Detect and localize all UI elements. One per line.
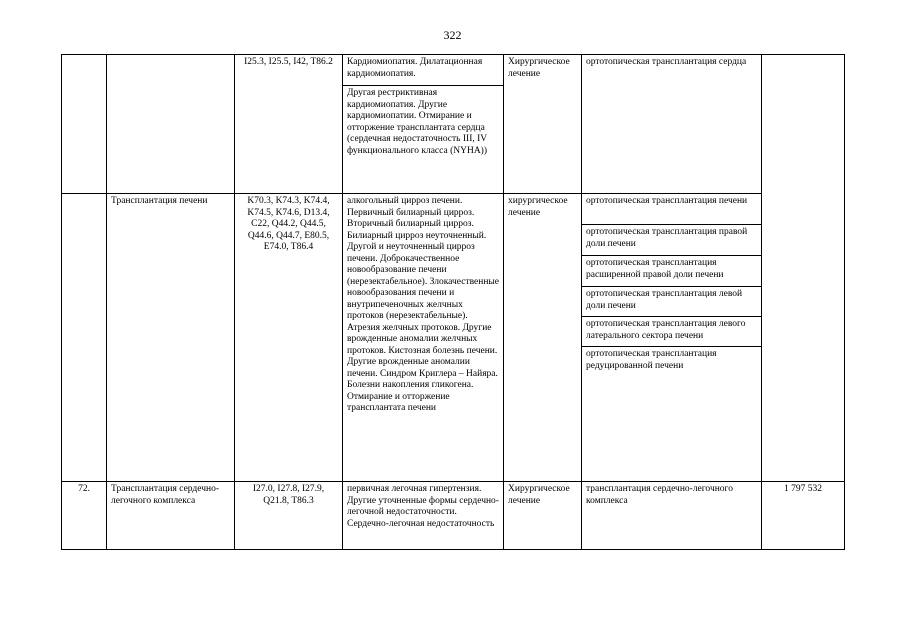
cell-name-empty: [107, 55, 235, 194]
cell-codes-heart: I25.3, I25.5, I42, T86.2: [235, 55, 343, 194]
cell-diagnosis-heart-1: Кардиомиопатия. Дилатационная кардиомиопатия.: [343, 55, 504, 86]
cell-cost-heart-lung: 1 797 532: [762, 482, 845, 550]
cell-number-empty: [62, 194, 107, 482]
cell-method-heart-lung: трансплантация сердечно-легочного комплекса: [582, 482, 762, 550]
cell-number-72: 72.: [62, 482, 107, 550]
table-row-heart-1: [62, 55, 845, 86]
cell-diagnosis-heart-lung: первичная легочная гипертензия. Другие уточненные формы сердечно- легочной недостаточности. Сердечно-легочная недостаточность: [343, 482, 504, 550]
cell-method-liver-1: ортотопическая трансплантация печени: [582, 194, 762, 225]
cell-treatment-heart-lung: Хирургическое лечение: [504, 482, 582, 550]
cell-codes-heart-lung: I27.0, I27.8, I27.9, Q21.8, T86.3: [235, 482, 343, 550]
page-number: 322: [443, 28, 462, 42]
cell-method-liver-2: ортотопическая трансплантация правой доли печени: [582, 225, 762, 256]
cell-method-liver-5: ортотопическая трансплантация левого латерального сектора печени: [582, 317, 762, 347]
table-row-heart-lung: [62, 482, 845, 550]
cell-name-heart-lung: Трансплантация сердечно-легочного комплекса: [107, 482, 235, 550]
procedures-table: [61, 54, 845, 550]
cell-diagnosis-liver: алкогольный цирроз печени. Первичный билиарный цирроз. Вторичный билиарный цирроз. Билиарный цирроз неуточненный. Другой и неуточненный цирроз печени. Доброкачественное новообразование печени (нерезектабельное). Злокачественные новообразования печени и внутрипеченочных желчных протоков (нерезектабельные). Атрезия желчных протоков. Другие врожденные аномалии желчных протоков. Кистозная болезнь печени. Другие врожденные аномалии печени. Синдром Криглера – Найяра. Болезни накопления гликогена. Отмирание и отторжение трансплантата печени: [343, 194, 504, 482]
cell-treatment-liver: хирургическое лечение: [504, 194, 582, 482]
cell-cost-empty: [762, 55, 845, 194]
cell-number-empty: [62, 55, 107, 194]
cell-name-liver: Трансплантация печени: [107, 194, 235, 482]
cell-treatment-heart: Хирургическое лечение: [504, 55, 582, 194]
cell-codes-liver: K70.3, K74.3, K74.4, K74.5, K74.6, D13.4, C22, Q44.2, Q44.5, Q44.6, Q44.7, E80.5, E74.0, T86.4: [235, 194, 343, 482]
table-row-liver-1: [62, 194, 845, 225]
cell-method-liver-3: ортотопическая трансплантация расширенной правой доли печени: [582, 256, 762, 287]
cell-method-liver-6: ортотопическая трансплантация редуцированной печени: [582, 347, 762, 482]
cell-method-heart: ортотопическая трансплантация сердца: [582, 55, 762, 194]
cell-cost-empty: [762, 194, 845, 482]
cell-method-liver-4: ортотопическая трансплантация левой доли печени: [582, 287, 762, 317]
cell-diagnosis-heart-2: Другая рестриктивная кардиомиопатия. Другие кардиомиопатии. Отмирание и отторжение трансплантата сердца (сердечная недостаточность III, IV функционального класса (NYHA)): [343, 86, 504, 194]
